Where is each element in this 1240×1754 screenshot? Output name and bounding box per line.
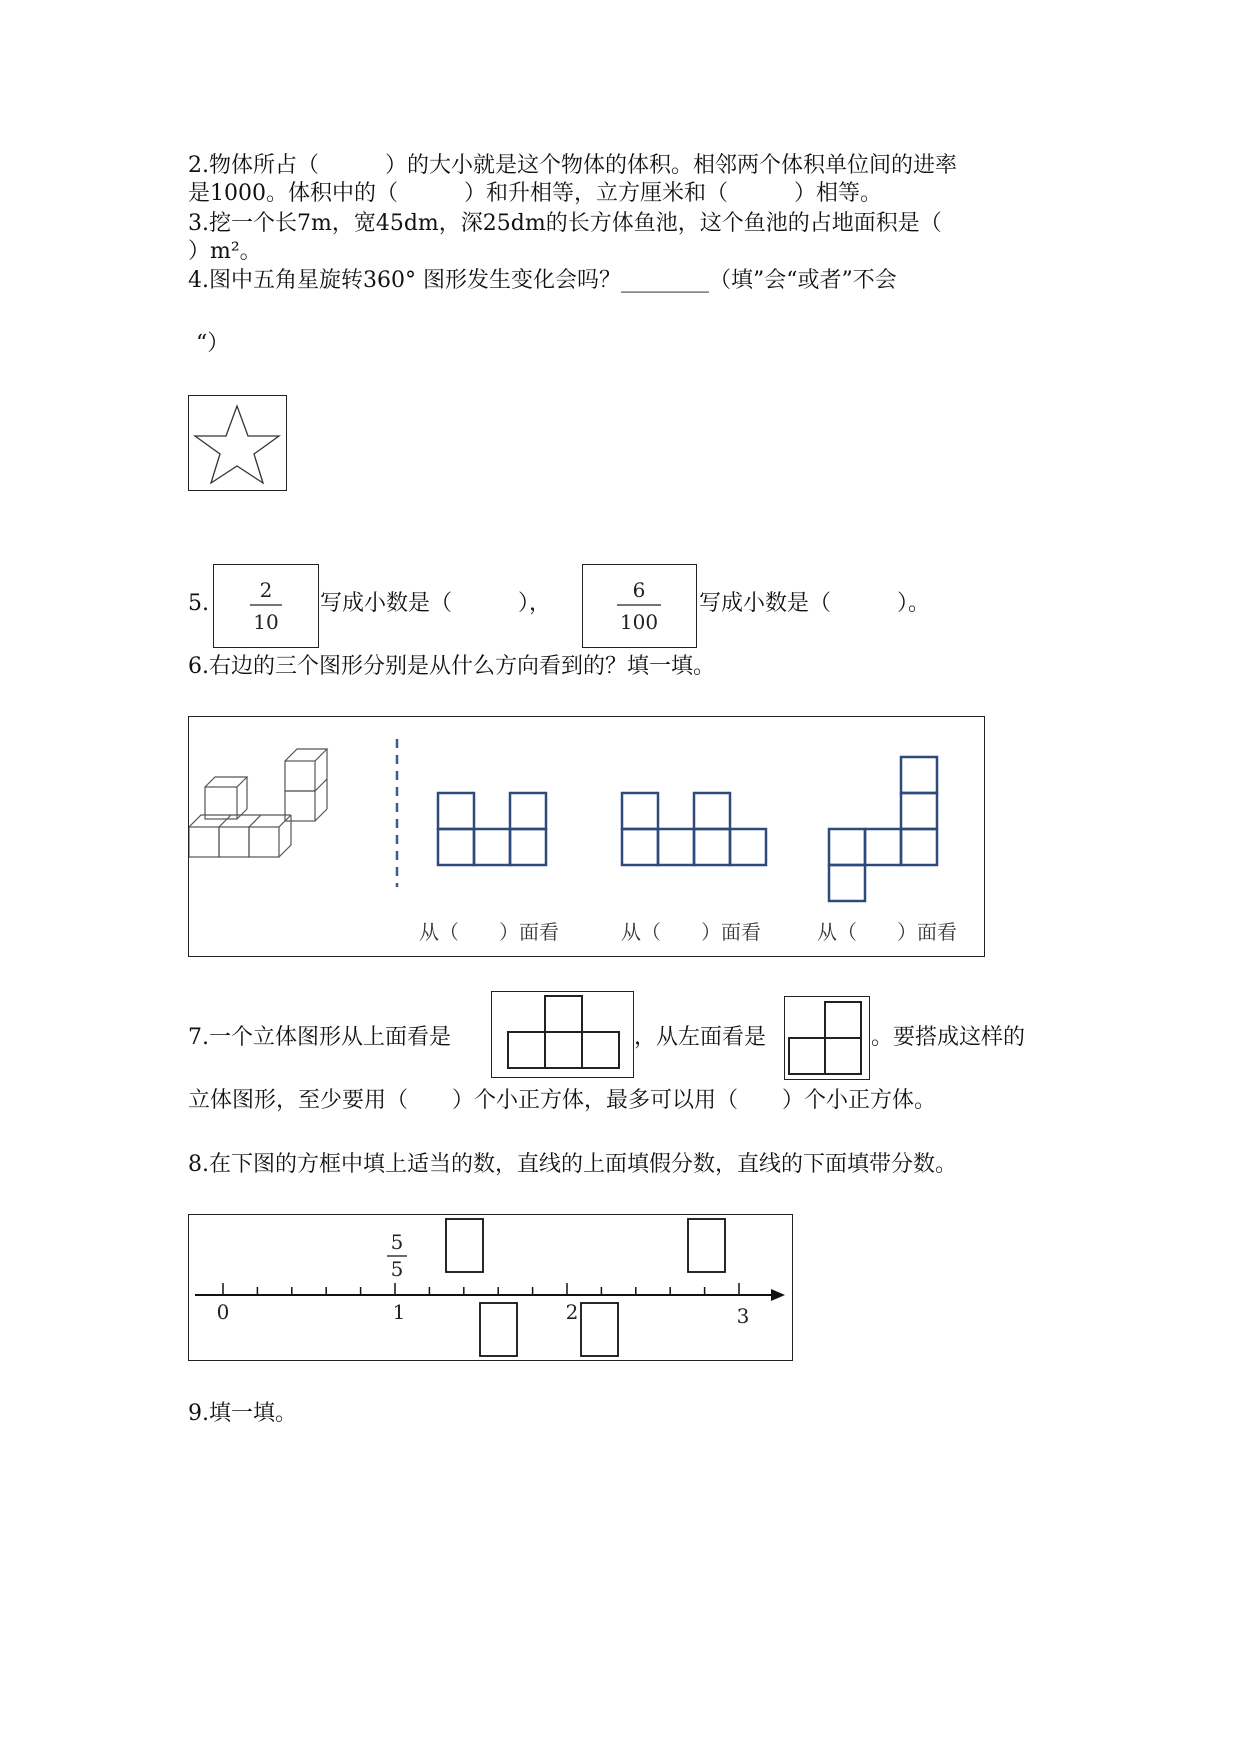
fraction-box-1 <box>213 564 319 648</box>
tick-label-2: 2 <box>565 1300 579 1324</box>
q6-text: 6.右边的三个图形分别是从什么方向看到的？填一填。 <box>188 654 715 679</box>
cube-stack-drawing <box>189 749 327 857</box>
answer-box-above-2[interactable] <box>688 1219 725 1272</box>
q7-suffix: 。要搭成这样的 <box>871 1025 1026 1050</box>
frac1-numerator: 2 <box>259 578 273 602</box>
view-2-grid <box>622 793 766 865</box>
q7-middle: ，从左面看是 <box>634 1025 767 1050</box>
fraction-denominator: 5 <box>390 1257 404 1281</box>
q7-line2: 立体图形，至少要用（ ）个小正方体，最多可以用（ ）个小正方体。 <box>188 1088 937 1113</box>
frac1-denominator: 10 <box>253 610 279 634</box>
q3-line1: 3.挖一个长7m，宽45dm，深25dm的长方体鱼池，这个鱼池的占地面积是（ <box>188 211 942 236</box>
answer-box-below-2[interactable] <box>581 1303 618 1356</box>
views-figure <box>188 716 985 957</box>
q8-text: 8.在下图的方框中填上适当的数，直线的上面填假分数，直线的下面填带分数。 <box>188 1152 957 1177</box>
q7-prefix: 7.一个立体图形从上面看是 <box>188 1025 451 1050</box>
tick-label-1: 1 <box>392 1300 406 1324</box>
q9-text: 9.填一填。 <box>188 1401 297 1426</box>
q4-line2: “） <box>196 331 230 356</box>
answer-box-below-1[interactable] <box>480 1303 517 1356</box>
view-1-grid <box>438 793 546 865</box>
q2-line2: 是1000。体积中的（ ）和升相等，立方厘米和（ ）相等。 <box>188 181 882 206</box>
number-line-figure <box>188 1214 793 1361</box>
q4-line1: 4.图中五角星旋转360° 图形发生变化会吗？________（填”会“或者”不会 <box>188 268 897 293</box>
frac2-denominator: 100 <box>619 610 659 634</box>
q5-prefix: 5. <box>188 591 209 616</box>
q5-text1: 写成小数是（ ）， <box>320 591 552 616</box>
q5-text2: 写成小数是（ ）。 <box>699 591 931 616</box>
q3-line2: ）m²。 <box>188 239 262 264</box>
frac2-numerator: 6 <box>632 578 646 602</box>
view-3-grid <box>829 757 937 901</box>
left-view-figure <box>784 996 870 1080</box>
tick-label-0: 0 <box>216 1300 230 1324</box>
star-figure <box>188 395 287 491</box>
view-1-caption: 从（ ）面看 <box>419 920 559 944</box>
arrow-icon <box>771 1289 785 1301</box>
q2-line1: 2.物体所占（ ）的大小就是这个物体的体积。相邻两个体积单位间的进率 <box>188 153 957 178</box>
answer-box-above-1[interactable] <box>446 1219 483 1272</box>
top-view-figure <box>491 991 634 1078</box>
fraction-box-2 <box>582 564 697 648</box>
view-2-caption: 从（ ）面看 <box>621 920 761 944</box>
star-icon <box>189 396 285 489</box>
fraction-numerator: 5 <box>390 1230 404 1254</box>
view-3-caption: 从（ ）面看 <box>817 920 957 944</box>
tick-marks <box>223 1283 739 1295</box>
tick-label-3: 3 <box>736 1304 750 1328</box>
